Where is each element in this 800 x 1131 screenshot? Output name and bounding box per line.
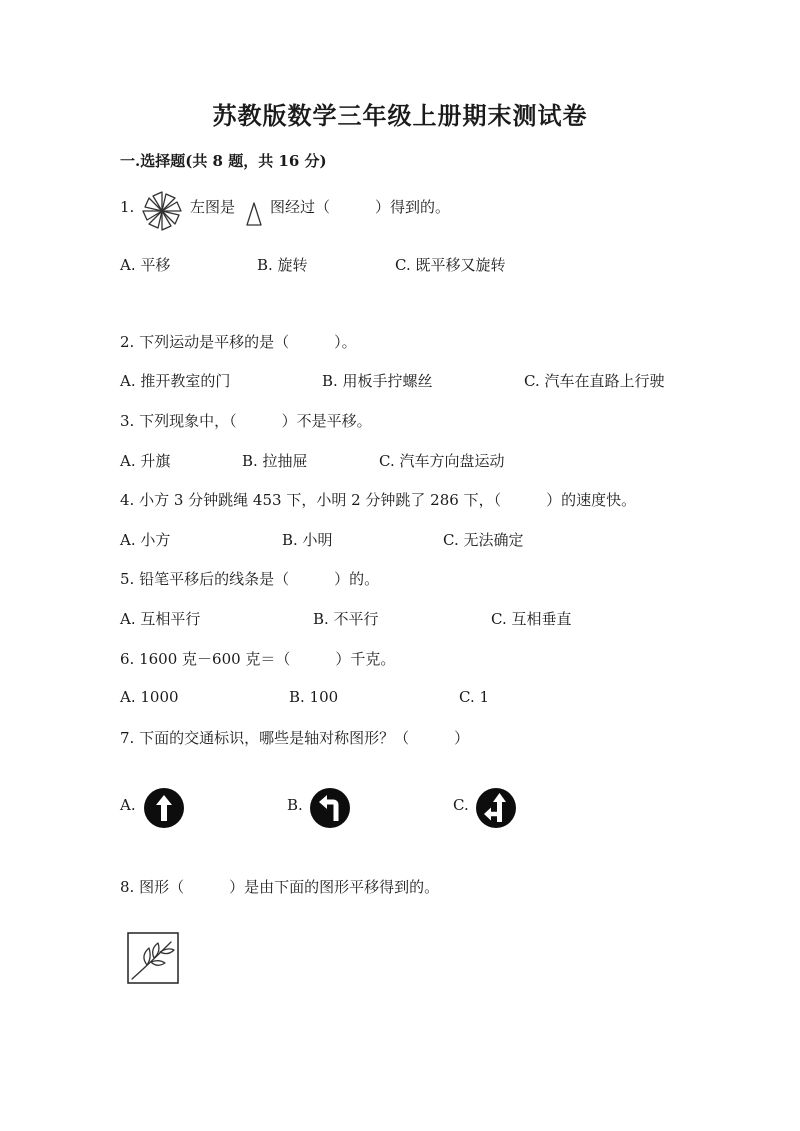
left-turn-sign-icon[interactable] [310,788,350,828]
q4-option-a[interactable]: A. 小方 [120,531,171,549]
q5-option-b[interactable]: B. 不平行 [313,610,379,628]
question-6: 6. 1600 克－600 克＝（ ）千克。 [120,650,396,668]
question-1-text-b: 图经过（ ）得到的。 [270,198,451,216]
q6-option-a[interactable]: A. 1000 [120,688,179,706]
q2-option-b[interactable]: B. 用板手拧螺丝 [322,372,433,390]
straight-or-left-sign-icon[interactable] [476,788,516,828]
q5-option-c[interactable]: C. 互相垂直 [491,610,572,628]
q5-option-a[interactable]: A. 互相平行 [120,610,201,628]
question-1-text-a: 左图是 [190,198,236,216]
pinwheel-figure-icon [140,190,184,232]
question-4: 4. 小方 3 分钟跳绳 453 下，小明 2 分钟跳了 286 下，（ ）的速度快。 [120,491,637,509]
question-3: 3. 下列现象中，（ ）不是平移。 [120,412,372,430]
q3-option-c[interactable]: C. 汽车方向盘运动 [379,452,505,470]
section-heading: 一.选择题(共 8 题，共 16 分) [120,152,327,170]
q4-option-b[interactable]: B. 小明 [282,531,333,549]
q7-option-c-label[interactable]: C. [453,796,469,814]
q2-option-a[interactable]: A. 推开教室的门 [120,372,231,390]
triangle-figure-icon [245,200,263,228]
question-5: 5. 铅笔平移后的线条是（ ）的。 [120,570,380,588]
q7-option-b-label[interactable]: B. [287,796,303,814]
question-1-number: 1. [120,198,135,216]
page-title: 苏教版数学三年级上册期末测试卷 [212,101,588,130]
question-8: 8. 图形（ ）是由下面的图形平移得到的。 [120,878,440,896]
leaf-branch-figure-icon [127,932,179,984]
q4-option-c[interactable]: C. 无法确定 [443,531,524,549]
q1-option-c[interactable]: C. 既平移又旋转 [395,256,506,274]
q6-option-c[interactable]: C. 1 [459,688,490,706]
q6-option-b[interactable]: B. 100 [289,688,339,706]
q1-option-a[interactable]: A. 平移 [120,256,171,274]
q7-option-a-label[interactable]: A. [120,796,136,814]
q3-option-b[interactable]: B. 拉抽屉 [242,452,308,470]
question-2: 2. 下列运动是平移的是（ ）。 [120,333,357,351]
q3-option-a[interactable]: A. 升旗 [120,452,171,470]
q2-option-c[interactable]: C. 汽车在直路上行驶 [524,372,665,390]
straight-arrow-sign-icon[interactable] [144,788,184,828]
question-7: 7. 下面的交通标识，哪些是轴对称图形？（ ） [120,729,470,747]
question-1 [120,190,720,230]
q1-option-b[interactable]: B. 旋转 [257,256,308,274]
